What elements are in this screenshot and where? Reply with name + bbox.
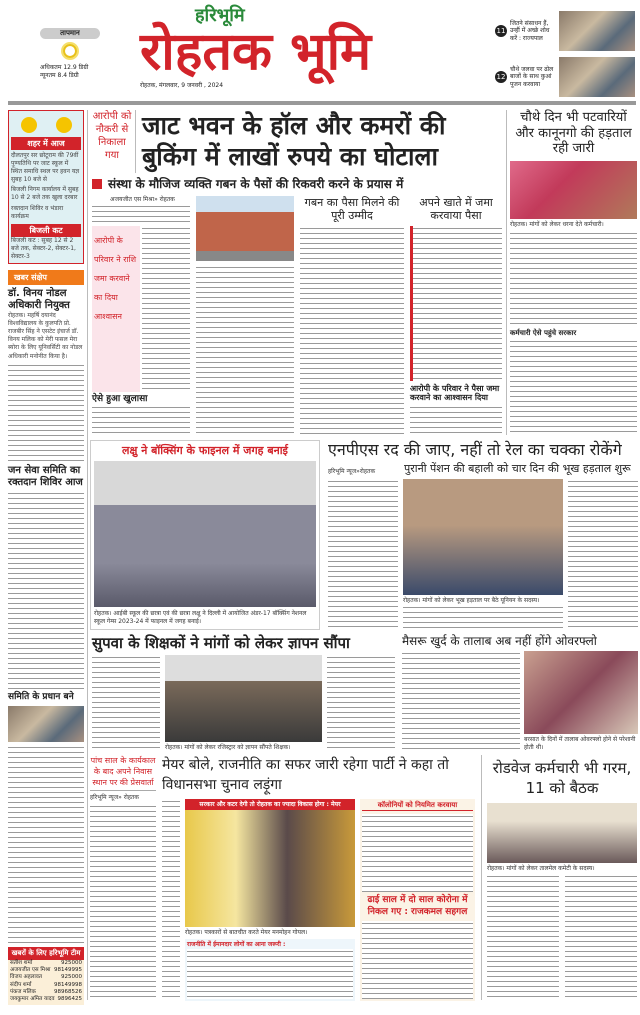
team-name: अजयजीत एस मिश्रा bbox=[10, 967, 51, 974]
corona-title: ढाई साल में दो साल कोरोना में निकल गए : राजकमल सहगल bbox=[367, 895, 468, 917]
body-text bbox=[565, 874, 637, 1001]
mayor-side-label: पांच साल के कार्यकाल के बाद अपने निवास स्थान पर की प्रेसवार्ता bbox=[90, 756, 156, 791]
boxing-story bbox=[90, 440, 320, 630]
sub2-heading: आरोपी के परिवार ने पैसा जमा करवाने का आश्वासन दिया bbox=[410, 383, 500, 403]
body-text bbox=[510, 231, 637, 327]
right-top-headline: चौथे दिन भी पटवारियों और कानूनगो की हड़ताल रही जारी bbox=[515, 110, 632, 157]
jat-bhawan-photo bbox=[196, 196, 294, 261]
supva-story bbox=[92, 634, 395, 752]
lead-story bbox=[92, 110, 502, 435]
roadways-caption: रोहतक। मांगों को लेकर तालमेल कमेटी के सदस्य। bbox=[487, 864, 595, 872]
mayor-photo-title: सरकार और कटर देगी तो रोहतक का ज्यादा विकास होगा : मेयर bbox=[185, 799, 355, 810]
right-top-subhead: कर्मचारी ऐसे पहुंचे सरकार bbox=[510, 328, 577, 337]
body-text bbox=[300, 226, 404, 435]
body-text bbox=[510, 339, 637, 435]
team-phone: 925000 bbox=[61, 960, 82, 967]
team-phone: 9896425 bbox=[57, 995, 82, 1002]
header-rule bbox=[8, 101, 636, 105]
body-text bbox=[187, 949, 353, 999]
body-text bbox=[8, 363, 84, 462]
nps-caption: रोहतक। मांगों को लेकर भूख हड़ताल पर बैठे यूनियन के सदस्य। bbox=[403, 597, 540, 605]
body-text bbox=[8, 745, 84, 943]
body-text bbox=[8, 491, 84, 689]
team-name: पंकज मलिक bbox=[10, 988, 36, 995]
nps-headline: एनपीएस रद की जाए, नहीं तो रेल का चक्का रोकेंगे bbox=[328, 440, 622, 459]
brief-title: समिति के प्रधान बने bbox=[8, 692, 74, 703]
sankshep-title: खबर संक्षेप bbox=[8, 270, 84, 285]
weather-box bbox=[40, 28, 100, 79]
body-text bbox=[568, 479, 638, 630]
teaser-text: चौथे जलवा पर ढोल बाजों के साथ कुआं पूजन करवाया bbox=[510, 66, 554, 88]
shahar-title: शहर में आज bbox=[11, 137, 81, 150]
team-name: विजय अहलावत bbox=[10, 974, 42, 981]
body-text bbox=[92, 204, 190, 226]
body-text bbox=[410, 226, 502, 381]
subhead-text: संस्था के मौजिज व्यक्ति गबन के पैसों की रिकवरी करने के प्रयास में bbox=[108, 176, 404, 191]
mayor-side-column bbox=[90, 756, 156, 1001]
quote-text: आरोपी के परिवार ने राशि जमा करवाने का दिया आश्वासन bbox=[94, 235, 137, 321]
body-text bbox=[362, 921, 473, 999]
body-text bbox=[403, 605, 563, 630]
box2-title: अपने खाते में जमा करवाया पैसा bbox=[419, 195, 493, 223]
bijli-title: बिजली कट bbox=[11, 224, 81, 237]
nps-story bbox=[328, 440, 638, 630]
lead-headline: जाट भवन के हॉल और कमरों की बुकिंग में लाखों रुपये का घोटाला bbox=[142, 111, 446, 172]
page-number-badge: 11 bbox=[496, 27, 506, 35]
right-top-caption: रोहतक। मांगों को लेकर धरना देते कर्मचारी। bbox=[510, 220, 604, 228]
body-text bbox=[402, 651, 520, 752]
teaser-12[interactable] bbox=[495, 56, 635, 98]
body-text bbox=[196, 265, 294, 435]
body-text bbox=[327, 655, 395, 752]
boxing-photo bbox=[94, 461, 316, 607]
brief-title: डॉ. विनय नोडल अधिकारी नियुक्त bbox=[8, 288, 70, 312]
section-heading: ऐसे हुआ खुलासा bbox=[92, 394, 148, 405]
masthead bbox=[140, 6, 485, 89]
team-phone: 98149995 bbox=[54, 967, 82, 974]
colonies-title: कॉलोनियों को नियमित करवाया bbox=[362, 801, 473, 811]
team-row bbox=[8, 989, 84, 996]
body-text bbox=[362, 814, 473, 892]
nps-subhead: पुरानी पेंशन की बहाली को चार दिन की भूख हड़ताल शुरू bbox=[404, 462, 631, 476]
team-box bbox=[8, 947, 84, 1005]
body-text bbox=[328, 479, 398, 630]
body-text bbox=[90, 804, 156, 1001]
team-name: सतीश शर्मा bbox=[10, 960, 33, 967]
mayor-byline: हरिभूमि न्यूज» रोहतक bbox=[90, 794, 139, 802]
bijli-text: बिजली कट : सुबह 12 से 2 बजे तक, सेक्टर-2, सेक्टर-1, सेक्टर-3 bbox=[11, 236, 76, 260]
boxing-headline: लक्षु ने बॉक्सिंग के फाइनल में जगह बनाई bbox=[122, 444, 288, 457]
left-column bbox=[8, 110, 84, 1005]
shahar-item: दौलतपुर सर छोटूराम की 79वीं पुण्यतिथि पर जाट स्कूल में स्थित समाधि स्थल पर हवन यज्ञ सुबह 10 बजे से bbox=[11, 152, 80, 184]
bullet-square-icon bbox=[92, 179, 102, 189]
mayor-photo bbox=[185, 810, 355, 927]
lead-subhead bbox=[92, 177, 502, 191]
eye-icon bbox=[56, 117, 72, 133]
body-text bbox=[142, 226, 190, 393]
supva-headline: सुपवा के शिक्षकों ने मांगों को लेकर ज्ञापन सौंपा bbox=[92, 634, 350, 652]
page-number-badge: 12 bbox=[496, 73, 506, 81]
brief-text: रोहतक। महर्षि दयानंद विश्वविद्यालय के कुलपति प्रो. राजबीर सिंह ने एसटेट इंचार्ज डॉ. विनय मलिक को मेरी फसल मेरा ब्योरा के लिए यूनिवर्सिटी का नोडल अधिकारी मनोनीत किया है। bbox=[8, 312, 83, 360]
team-name: जयकुमार अमित यादव bbox=[10, 995, 55, 1002]
roadways-headline: रोडवेज कर्मचारी भी गरम, 11 को बैठक bbox=[492, 759, 632, 798]
maiseru-photo bbox=[524, 651, 638, 734]
shahar-box bbox=[8, 110, 84, 264]
team-row bbox=[8, 982, 84, 989]
maiseru-headline: मैसरू खुर्द के तालाब अब नहीं होंगे ओवरफ्लो bbox=[402, 634, 597, 648]
nps-byline: हरिभूमि न्यूज»रोहतक bbox=[328, 467, 376, 475]
right-top-story bbox=[510, 110, 637, 435]
roadways-story bbox=[487, 758, 637, 1001]
maiseru-caption: बरसात के दिनों में तालाब ओवरफ्लो होने से परेशानी होती थी। bbox=[524, 736, 636, 752]
teaser-photo bbox=[559, 11, 635, 51]
body-text bbox=[162, 799, 180, 1001]
mayor-story bbox=[162, 756, 475, 1001]
colonies-box bbox=[360, 799, 475, 1001]
eye-icon bbox=[21, 117, 37, 133]
brand-logo: हरिभूमि bbox=[195, 5, 245, 26]
roadways-photo bbox=[487, 803, 637, 863]
body-text bbox=[410, 405, 502, 435]
supva-photo bbox=[165, 655, 322, 742]
nps-photo bbox=[403, 479, 563, 595]
team-name: संदीप शर्मा bbox=[10, 981, 32, 988]
quote-title: राजनीति में ईमानदार लोगों का आना जरूरी : bbox=[187, 941, 286, 948]
brief-title: जन सेवा समिति का रक्तदान शिविर आज bbox=[8, 464, 83, 488]
lead-byline: अजयजीत एस मिश्रा» रोहतक bbox=[110, 195, 175, 203]
teaser-text: जितने संसाधन हैं, उन्हीं में अच्छे शोध करें : राज्यपाल bbox=[510, 20, 550, 42]
supva-caption: रोहतक। मांगों को लेकर रजिस्ट्रार को ज्ञापन सौंपते शिक्षक। bbox=[165, 744, 291, 752]
team-phone: 98149998 bbox=[54, 981, 82, 988]
dateline: रोहतक, मंगलवार, 9 जनवरी , 2024 bbox=[140, 81, 224, 89]
brief-photo bbox=[8, 706, 84, 742]
team-title: खबरों के लिए हरिभूमि टीम bbox=[8, 947, 84, 960]
weather-label: तापमान bbox=[40, 28, 100, 39]
mayor-quote-box bbox=[185, 939, 355, 1001]
team-row bbox=[8, 974, 84, 981]
lead-quote bbox=[92, 226, 140, 393]
body-text bbox=[92, 405, 190, 435]
sun-icon bbox=[63, 44, 77, 58]
teaser-photo bbox=[559, 57, 635, 97]
mayor-caption: रोहतक। पत्रकारों से बातचीत करते मेयर मनमोहन गोयल। bbox=[185, 929, 308, 937]
body-text bbox=[92, 655, 160, 752]
mayor-headline: मेयर बोले, राजनीति का सफर जारी रहेगा पार्टी ने कहा तो विधानसभा चुनाव लड़ूंगा bbox=[162, 757, 449, 793]
shahar-item: रक्तदान शिविर व भंडारा कार्यक्रम bbox=[11, 204, 64, 220]
team-phone: 925000 bbox=[61, 974, 82, 981]
lead-side-label: आरोपी को नौकरी से निकाला गया bbox=[92, 110, 136, 173]
body-text bbox=[487, 874, 559, 1001]
box1-title: गबन का पैसा मिलने की पूरी उम्मीद bbox=[304, 195, 400, 223]
teaser-11[interactable] bbox=[495, 10, 635, 52]
team-phone: 98968526 bbox=[54, 988, 82, 995]
boxing-caption: रोहतक। आईबी स्कूल की छात्रा एवं की छात्रा लक्षु ने दिल्ली में आयोजित अंडर-17 बॉक्सिंग नेशनल स्कूल गेम्स 2023-24 में फाइनल में जगह बनाई। bbox=[94, 610, 307, 626]
strike-photo bbox=[510, 161, 637, 219]
min-temp: न्यूनतम 8.4 डिग्री bbox=[40, 72, 79, 79]
masthead-title: रोहतक भूमि bbox=[140, 21, 372, 82]
max-temp: अधिकतम 12.9 डिग्री bbox=[40, 64, 89, 71]
maiseru-story bbox=[402, 634, 638, 752]
shahar-item: बिजली निगम कार्यालय में सुबह 10 से 2 बजे तक खुला दरबार bbox=[11, 186, 79, 202]
team-row bbox=[8, 996, 84, 1003]
